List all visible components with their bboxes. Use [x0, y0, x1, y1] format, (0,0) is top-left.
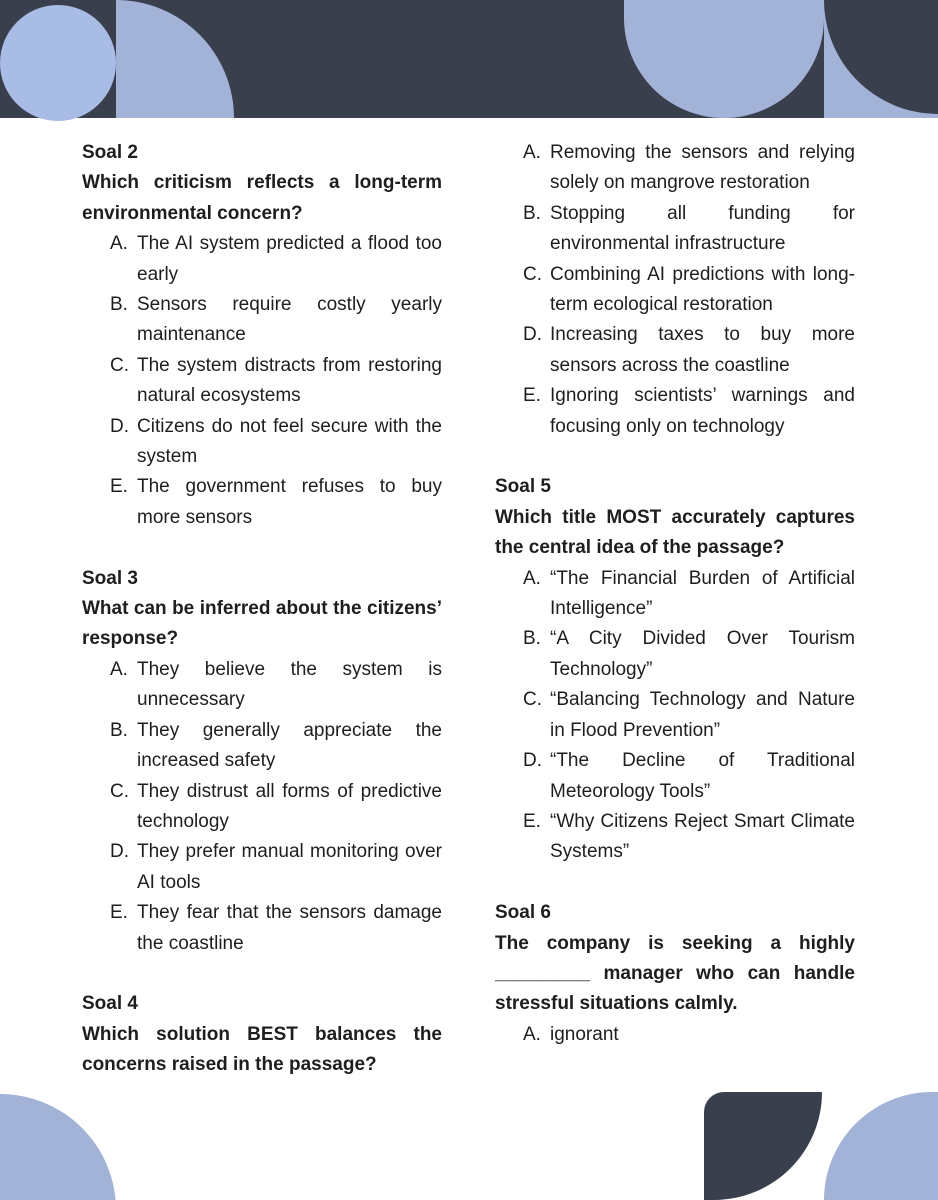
option-text: Sensors require costly yearly maintenance	[137, 294, 442, 346]
answer-options	[82, 229, 442, 533]
option-text: “Balancing Technology and Nature in Flood Prevention”	[550, 689, 855, 741]
question-text: Which solution BEST balances the concerns raised in the passage?	[82, 1023, 442, 1076]
option-letter: C.	[523, 689, 542, 711]
question-soal-2	[82, 138, 442, 533]
option-text: Citizens do not feel secure with the system	[137, 415, 442, 468]
option-text: The system distracts from restoring natural ecosystems	[137, 354, 442, 407]
option-text: Stopping all funding for environmental infrastructure	[550, 202, 855, 255]
answer-options	[495, 564, 855, 868]
question-text: The company is seeking a highly _________ manager who can handle stressful situations calmly.	[495, 932, 855, 1015]
header-circle-decoration	[0, 5, 116, 121]
option-letter: D.	[110, 841, 129, 863]
question-number: Soal 4	[82, 993, 138, 1015]
answer-option-d[interactable]	[523, 746, 855, 807]
option-letter: C.	[110, 354, 129, 376]
answer-option-c[interactable]	[523, 260, 855, 321]
answer-option-c[interactable]	[110, 777, 442, 838]
option-text: “The Decline of Traditional Meteorology Tools”	[550, 750, 855, 802]
footer-dark-leaf-decoration	[704, 1092, 822, 1200]
option-text: They prefer manual monitoring over AI tools	[137, 841, 442, 893]
question-soal-6	[495, 898, 855, 1050]
option-text: They fear that the sensors damage the coastline	[137, 902, 442, 954]
option-letter: B.	[110, 719, 128, 741]
answer-option-d[interactable]	[523, 320, 855, 381]
answer-option-a[interactable]	[523, 138, 855, 199]
right-column	[495, 138, 855, 1081]
option-text: The government refuses to buy more sensors	[137, 476, 442, 528]
answer-option-b[interactable]	[110, 716, 442, 777]
option-letter: A.	[523, 1023, 541, 1045]
question-text: What can be inferred about the citizens’ response?	[82, 598, 442, 650]
left-column	[82, 138, 442, 1111]
question-number: Soal 2	[82, 142, 138, 163]
option-text: The AI system predicted a flood too early	[137, 233, 442, 285]
answer-option-a[interactable]	[110, 655, 442, 716]
question-soal-5	[495, 472, 855, 867]
option-text: Increasing taxes to buy more sensors across the coastline	[550, 324, 855, 376]
question-number: Soal 3	[82, 567, 138, 589]
question-text: Which criticism reflects a long-term environmental concern?	[82, 172, 442, 224]
answer-option-d[interactable]	[110, 837, 442, 898]
option-text: They distrust all forms of predictive technology	[137, 780, 442, 832]
option-letter: D.	[523, 324, 542, 346]
option-letter: D.	[110, 415, 129, 437]
option-letter: C.	[523, 263, 542, 285]
option-letter: D.	[523, 750, 542, 772]
answer-option-a[interactable]	[523, 564, 855, 625]
option-text: ignorant	[550, 1023, 619, 1045]
option-text: “A City Divided Over Tourism Technology”	[550, 628, 855, 680]
option-letter: E.	[110, 902, 128, 924]
answer-option-c[interactable]	[110, 351, 442, 412]
option-letter: A.	[523, 142, 541, 163]
option-letter: B.	[523, 628, 541, 650]
question-soal-4-options-continued	[495, 138, 855, 442]
option-letter: B.	[110, 294, 128, 316]
option-letter: E.	[110, 476, 128, 498]
question-text: Which title MOST accurately captures the central idea of the passage?	[495, 506, 855, 559]
answer-option-b[interactable]	[523, 624, 855, 685]
option-text: They generally appreciate the increased safety	[137, 719, 442, 772]
question-number: Soal 5	[495, 476, 551, 498]
answer-options	[495, 1020, 855, 1050]
answer-options	[495, 138, 855, 442]
answer-option-a[interactable]	[523, 1020, 855, 1050]
option-letter: E.	[523, 810, 541, 832]
option-text: Removing the sensors and relying solely on mangrove restoration	[550, 142, 855, 194]
answer-option-d[interactable]	[110, 412, 442, 473]
question-number: Soal 6	[495, 902, 551, 924]
answer-option-e[interactable]	[110, 472, 442, 533]
option-letter: C.	[110, 780, 129, 802]
option-letter: A.	[110, 233, 128, 255]
option-text: Ignoring scientists’ warnings and focusing only on technology	[550, 385, 855, 437]
answer-option-b[interactable]	[110, 290, 442, 351]
answer-option-e[interactable]	[523, 381, 855, 442]
option-text: “Why Citizens Reject Smart Climate Systems”	[550, 810, 855, 863]
option-letter: B.	[523, 202, 541, 224]
option-letter: E.	[523, 385, 541, 407]
answer-option-a[interactable]	[110, 229, 442, 290]
answer-option-e[interactable]	[110, 898, 442, 959]
option-text: “The Financial Burden of Artificial Intelligence”	[550, 567, 855, 620]
option-text: Combining AI predictions with long-term ecological restoration	[550, 263, 855, 316]
option-letter: A.	[523, 567, 541, 589]
answer-option-c[interactable]	[523, 685, 855, 746]
answer-option-b[interactable]	[523, 199, 855, 260]
option-letter: A.	[110, 658, 128, 680]
answer-options	[82, 655, 442, 959]
answer-option-e[interactable]	[523, 807, 855, 868]
question-soal-3	[82, 564, 442, 959]
footer-light-quarter-decoration	[824, 1092, 938, 1200]
question-soal-4	[82, 989, 442, 1080]
option-text: They believe the system is unnecessary	[137, 658, 442, 711]
